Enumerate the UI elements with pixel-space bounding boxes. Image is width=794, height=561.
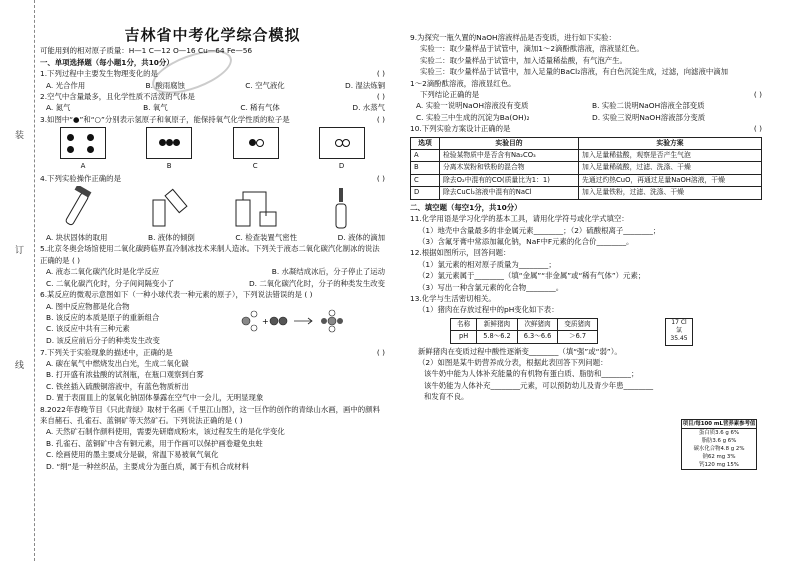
- option: D. 湿法炼铜: [345, 80, 385, 90]
- periodic-element-box: 17 Cl 氯 35.45: [665, 318, 693, 346]
- question-11: 11.化学用语是学习化学的基本工具，请用化学符号或化学式填空：: [410, 214, 629, 224]
- option: A. 氮气: [46, 103, 71, 113]
- option: B. 打开盛有浓盐酸的试剂瓶，在瓶口观察到白雾: [46, 370, 204, 380]
- option: D. 液体的滴加: [337, 233, 385, 243]
- question-7: 7.下列关于实验现象的描述中，正确的是 ( ): [40, 347, 385, 357]
- option: B. 该反应的本质是原子的重新组合: [46, 312, 160, 322]
- option: D. “绢”是一种丝织品，主要成分为蛋白质，属于有机合成材料: [46, 461, 249, 471]
- left-column: [40, 26, 385, 472]
- option: D. 置于表面皿上的氢氧化钠固体暴露在空气中一会儿，无明显现象: [46, 393, 264, 403]
- option: A. 图中反应物都是化合物: [46, 301, 130, 311]
- q12-part3: （3）写出一种含氯元素的化合物________。: [418, 282, 564, 292]
- table-row: B 分离木炭粉和铁粉的混合物 加入足量稀硫酸，过滤、洗涤、干燥: [411, 162, 762, 174]
- option: C. 检查装置气密性: [235, 233, 297, 243]
- edge-label: 装: [13, 130, 23, 139]
- particle-box-a: [60, 127, 106, 159]
- table-row: pH 5.8～6.2 6.3～6.6 ＞6.7: [451, 331, 598, 343]
- q6-options: [46, 301, 160, 347]
- option: D. 水蒸气: [352, 103, 385, 113]
- option: B. 水凝结成冰后，分子停止了运动: [271, 267, 385, 277]
- dropper-icon: [312, 186, 372, 230]
- ph-table: [450, 318, 598, 344]
- binding-margin: [0, 0, 35, 561]
- q9-prompt: 下列结论正确的是 ( ): [420, 90, 762, 100]
- question-1: 1.下列过程中主要发生物理变化的是 ( ): [40, 69, 385, 79]
- test-tube-icon: [53, 186, 113, 230]
- edge-label: 线: [13, 360, 23, 369]
- right-column: [410, 32, 762, 403]
- edge-label: 订: [13, 245, 23, 254]
- nutrition-label: 项目/每100 mL营养素参考值 蛋白质3.6 g 6% 脂肪3.6 g 6% 碳水化合物4.8 g 2% 钠62 mg 3% 钙120 mg 15%: [682, 421, 756, 468]
- question-6: 6.某反应的微观示意图如下（一种小球代表一种元素的原子），下列说法错误的是 ( ): [40, 290, 313, 300]
- q6-block: [40, 301, 385, 347]
- option: A. 液态二氧化碳汽化时是化学反应: [46, 267, 160, 277]
- table-row: D 除去CuCl₂溶液中混有的NaCl 加入足量铁粉，过滤、洗涤、干燥: [411, 187, 762, 199]
- option: A. 实验一说明NaOH溶液没有变质: [416, 101, 529, 111]
- question-10: 10.下列实验方案设计正确的是 ( ): [410, 124, 762, 134]
- q8-options: [40, 426, 385, 472]
- q7-options: [40, 358, 385, 404]
- option: D. 实验三说明NaOH溶液部分变质: [592, 112, 706, 122]
- option: C. 稀有气体: [240, 103, 280, 113]
- option: A. 碳在氧气中燃烧发出白光，生成二氧化碳: [46, 358, 189, 368]
- q13-milk-q2: 该牛奶能为人体补充________元素，可以预防幼儿及青少年患________: [424, 380, 654, 390]
- table-row: C 除去O₂中混有的CO(质量比为1：1) 先通过灼热CuO，再通过足量NaOH溶液，干燥: [411, 174, 762, 186]
- q13-milk-q3: 和发育不良。: [424, 392, 469, 402]
- option: B. 孔雀石、蓝铜矿中含有铜元素，用于作画可以保护画卷避免虫蛀: [46, 438, 263, 448]
- atomic-mass-note: 可能用到的相对原子质量：H—1 C—12 O—16 Cu—64 Fe—56: [40, 46, 253, 56]
- q10-table: [410, 137, 762, 200]
- section-heading: 二、填空题（每空1分，共10分）: [410, 202, 522, 212]
- q4-options: [40, 232, 385, 243]
- particle-box-c: [233, 127, 279, 159]
- option: C. 二氧化碳汽化时，分子间间隔变小了: [46, 278, 175, 288]
- option: C. 铁丝插入硫酸铜溶液中，有蓝色物质析出: [46, 381, 189, 391]
- q9-exp3: 实验三：取少量样品于试管中，加入足量的BaCl₂溶液，有白色沉淀生成，过滤，向滤液中滴加: [420, 67, 729, 77]
- q5-options-row1: [40, 266, 385, 277]
- table-header-row: 选项 实验目的 实验方案: [411, 137, 762, 149]
- q9-exp2: 实验二：取少量样品于试管中，加入适量稀盐酸，有气泡产生。: [420, 55, 627, 65]
- q9-options-row1: [410, 100, 762, 111]
- question-3: 3.如图中“●”和“○”分别表示氢原子和氧原子，能保持氧气化学性质的粒子是 ( ): [40, 114, 385, 124]
- option: C. 该反应中共有三种元素: [46, 324, 130, 334]
- airtight-check-icon: [226, 186, 286, 230]
- table-row: A 检验某物质中是否含有Na₂CO₃ 加入足量稀盐酸，观察是否产生气泡: [411, 150, 762, 162]
- option: B. 液体的倾倒: [148, 233, 195, 243]
- option: C. 绘画使用的墨主要成分是碳，常温下易被氧气氧化: [46, 450, 219, 460]
- q1-options: [40, 80, 385, 91]
- option: C. 实验三中生成的沉淀为Ba(OH)₂: [416, 112, 530, 122]
- question-4: 4.下列实验操作正确的是 ( ): [40, 173, 385, 183]
- pouring-liquid-icon: [139, 186, 199, 230]
- particle-box-d: [319, 127, 365, 159]
- q4-lab-images: [40, 186, 385, 230]
- question-9: 9.为探究一瓶久置的NaOH溶液样品是否变质，进行如下实验：: [410, 33, 616, 42]
- q13-milk-q1: 该牛奶中能为人体补充能量的有机物有蛋白质、脂肪和________；: [424, 369, 639, 379]
- q9-exp1: 实验一：取少量样品于试管中，滴加1～2滴酚酞溶液，溶液显红色。: [420, 44, 644, 54]
- page-title: 吉林省中考化学综合模拟: [124, 26, 301, 44]
- q13-part2: （2）如图是某牛奶营养成分表，根据此表回答下列问题：: [418, 357, 608, 367]
- option: C. 空气液化: [245, 80, 285, 90]
- question-5: 5.北京冬奥会场馆使用二氧化碳跨临界直冷制冰技术来制人造冰。下列关于液态二氧化碳汽化制冰的说法正确的是 ( ): [40, 244, 380, 265]
- option: A. 光合作用: [46, 80, 86, 90]
- svg-text:+: +: [262, 316, 269, 326]
- option: B. 酸雨腐蚀: [145, 80, 185, 90]
- q13-part1: （1）猪肉在存放过程中的pH变化如下表：: [418, 305, 559, 315]
- option: D. 二氧化碳汽化时，分子的种类发生改变: [248, 278, 385, 288]
- option: A. 天然矿石制作颜料使用，需要先研磨成粉末，该过程发生的是化学变化: [46, 427, 285, 437]
- q11-part1: （1）地壳中含量最多的非金属元素________；（2）硫酸根离子________；: [418, 225, 661, 235]
- question-8: 8.2022年春晚节目《只此青绿》取材于名画《千里江山图》，这一巨作的创作的青绿山水画，画中的颜料来自赭石、孔雀石、蓝铜矿等天然矿石。下列说法正确的是 ( ): [40, 404, 380, 425]
- section-heading: 一、单项选择题（每小题1分，共10分）: [40, 57, 174, 67]
- option: A. 块状固体的取用: [46, 233, 108, 243]
- particle-box-b: [146, 127, 192, 159]
- option: B. 实验二说明NaOH溶液全部变质: [592, 101, 705, 111]
- question-12: 12.根据如图所示，回答问题：: [410, 248, 511, 258]
- reaction-diagram-icon: [238, 307, 378, 335]
- q5-options-row2: [40, 278, 385, 289]
- q9-exp3-cont: 1～2滴酚酞溶液，溶液显红色。: [410, 78, 516, 88]
- question-13: 13.化学与生活密切相关。: [410, 293, 496, 303]
- question-2: 2.空气中含量最多，且化学性质不活泼的气体是 ( ): [40, 92, 385, 102]
- option: B. 氧气: [143, 103, 168, 113]
- q12-part2: （2）氯元素属于________（填“金属”“非金属”或“稀有气体”）元素；: [418, 271, 646, 281]
- q9-options-row2: [410, 112, 762, 123]
- q2-options: [40, 102, 385, 113]
- q13-ph-question: 新鲜猪肉在变质过程中酸性逐渐变________（填“强”或“弱”）。: [418, 346, 622, 356]
- q3-letters: A B C D: [80, 162, 345, 171]
- q11-part3: （3）含氟牙膏中常添加氟化钠，NaF中F元素的化合价________。: [418, 236, 634, 246]
- option: D. 该反应前后分子的种类发生改变: [46, 335, 160, 345]
- q3-particle-diagrams: [40, 127, 385, 159]
- q12-part1: （1）氯元素的相对原子质量为________；: [418, 259, 556, 269]
- table-header-row: 名称 新鲜猪肉 次鲜猪肉 变质猪肉: [451, 318, 598, 330]
